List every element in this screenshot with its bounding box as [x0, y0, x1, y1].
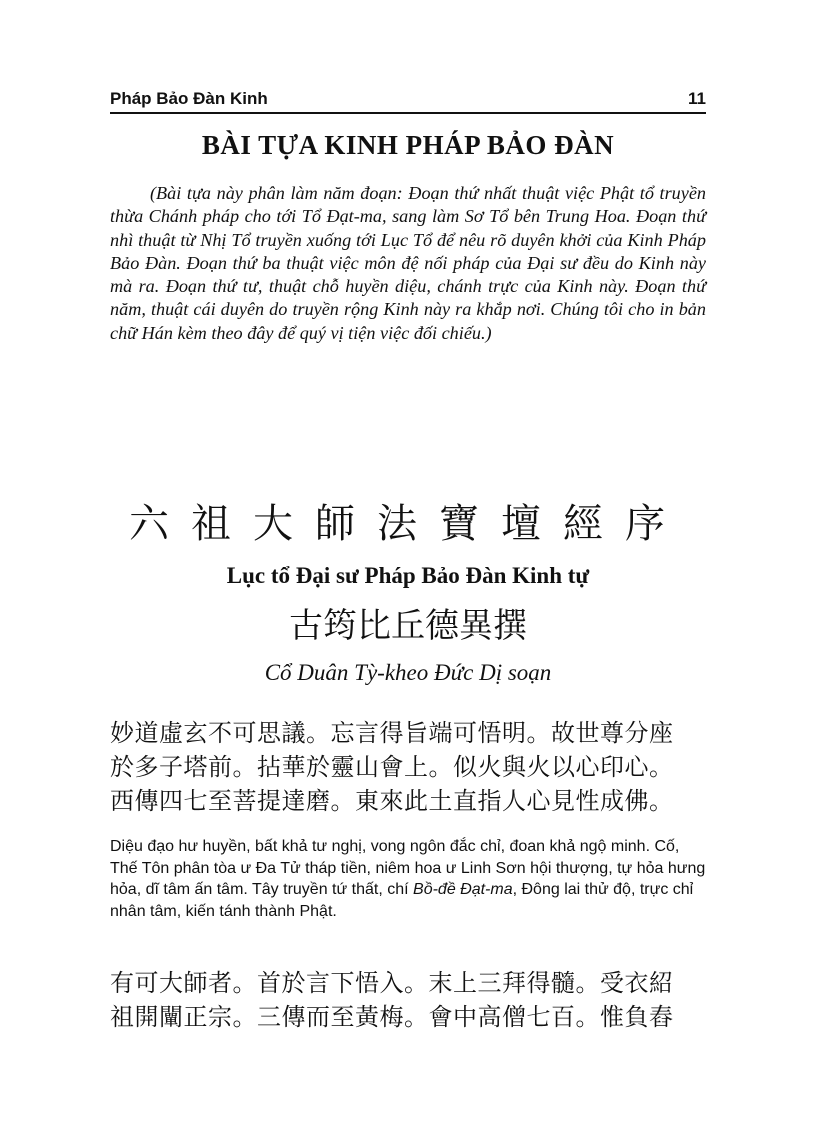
chinese-paragraph-1 [110, 716, 706, 818]
chinese-author-line: 古筠比丘德異撰 [289, 606, 527, 646]
transliteration-paragraph [110, 836, 706, 922]
translit-italic: Bồ-đề Đạt-ma [413, 881, 513, 898]
running-title: Pháp Bảo Đàn Kinh [110, 89, 268, 108]
author-line: Cổ Duân Tỳ-kheo Đức Dị soạn [264, 660, 552, 685]
vietnamese-subtitle: Lục tổ Đại sư Pháp Bảo Đàn Kinh tự [226, 563, 590, 588]
chinese-line: 於多子塔前。拈華於靈山會上。似火與火以心印心。 [110, 753, 674, 781]
page-header [110, 88, 706, 114]
chinese-paragraph-2 [110, 966, 706, 1034]
chinese-line: 祖開闡正宗。三傳而至黃梅。會中高僧七百。惟負舂 [110, 1003, 674, 1031]
page-number: 11 [688, 89, 706, 108]
chinese-line: 妙道虛玄不可思議。忘言得旨端可悟明。故世尊分座 [110, 719, 674, 747]
translit-text: Diệu đạo hư huyền, bất khả tư nghị, vong ngôn đắc chỉ, đoan khả ngộ minh. Cố, Thế Tôn phân tòa ư Đa Tử tháp tiền, niêm hoa ư Linh Sơn hội thượng, tự hỏa hưng hỏa, dĩ tâm ấn tâm. Tây truyền tứ thất, chí [110, 838, 706, 898]
translit-text: , Đông lai thử độ, trực chỉ nhân tâm, kiến tánh thành Phật. [110, 881, 694, 920]
intro-paragraph: (Bài tựa này phân làm năm đoạn: Đoạn thứ nhất thuật việc Phật tổ truyền thừa Chánh pháp cho tới Tổ Đạt-ma, sang làm Sơ Tổ bên Trung Hoa. Đoạn thứ nhì thuật từ Nhị Tổ truyền xuống tới Lục Tổ để nêu rõ duyên khởi của Kinh Pháp Bảo Đàn. Đoạn thứ ba thuật việc môn đệ nối pháp của Đại sư đều do Kinh này mà ra. Đoạn thứ tư, thuật chỗ huyền diệu, chánh trực của Kinh này. Đoạn thứ năm, thuật cái duyên do truyền rộng Kinh này ra khắp nơi. Chúng tôi cho in bản chữ Hán kèm theo đây để quý vị tiện việc đối chiếu.) [110, 183, 706, 343]
chinese-line: 有可大師者。首於言下悟入。末上三拜得髓。受衣紹 [110, 969, 674, 997]
chinese-line: 西傳四七至菩提達磨。東來此土直指人心見性成佛。 [110, 787, 674, 815]
chinese-title: 六祖大師法寶壇經序 [129, 501, 687, 547]
section-title: BÀI TỰA KINH PHÁP BẢO ĐÀN [201, 130, 615, 160]
